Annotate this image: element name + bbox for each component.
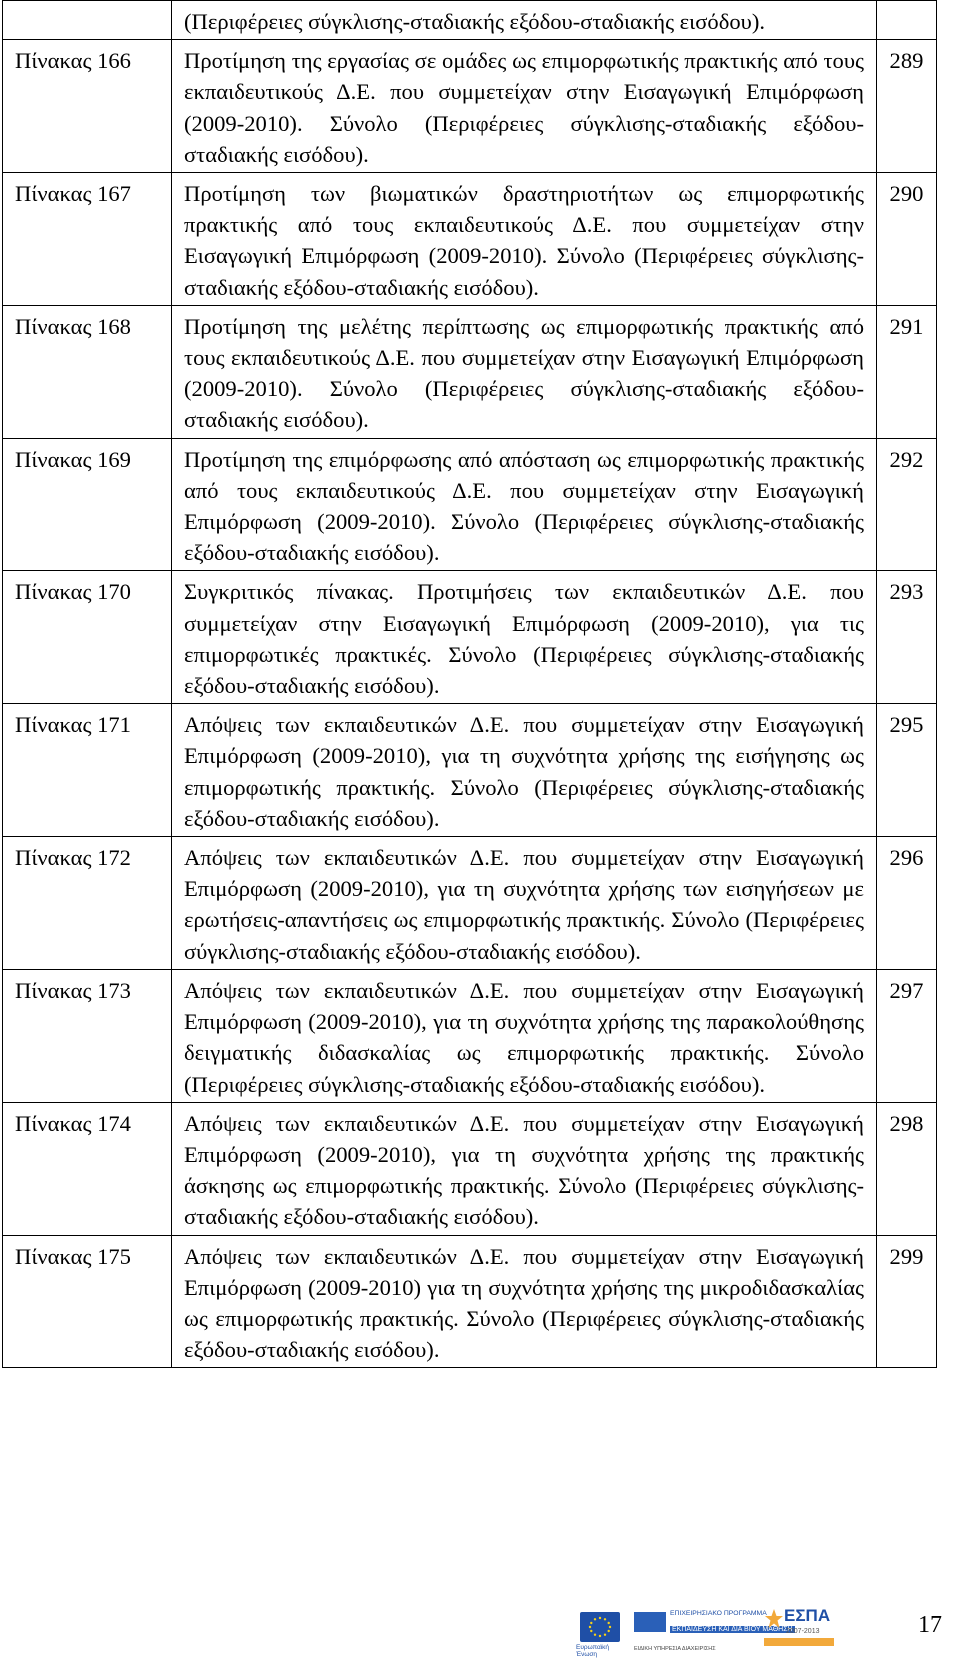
table-description: Προτίμηση των βιωματικών δραστηριοτήτων ως επιμορφωτικής πρακτικής από τους εκπαιδευτικούς Δ.Ε. που συμμετείχαν στην Εισαγωγική Επιμόρφωση (2009-2010). Σύνολο (Περιφέρειες σύγκλισης-σταδιακής εξόδου-σταδιακής εισόδου). [172, 173, 877, 306]
program-title: ΕΠΙΧΕΙΡΗΣΙΑΚΟ ΠΡΟΓΡΑΜΜΑ [670, 1610, 767, 1617]
page-reference: 295 [877, 704, 937, 837]
table-description: Προτίμηση της εργασίας σε ομάδες ως επιμορφωτικής πρακτικής από τους εκπαιδευτικούς Δ.Ε. που συμμετείχαν στην Εισαγωγική Επιμόρφωση (2009-2010). Σύνολο (Περιφέρειες σύγκλισης-σταδιακής εξόδου-σταδιακής εισόδου). [172, 40, 877, 173]
table-description: Απόψεις των εκπαιδευτικών Δ.Ε. που συμμετείχαν στην Εισαγωγική Επιμόρφωση (2009-2010), για τη συχνότητα χρήσης της πρακτικής άσκησης ως επιμορφωτικής πρακτικής. Σύνολο (Περιφέρειες σύγκλισης-σταδιακής εξόδου-σταδιακής εισόδου). [172, 1102, 877, 1235]
table-label: Πίνακας 171 [3, 704, 172, 837]
toc-row [3, 837, 937, 970]
table-label: Πίνακας 166 [3, 40, 172, 173]
page-reference [877, 1, 937, 40]
espa-word: ΕΣΠΑ [784, 1606, 831, 1625]
program-logo [634, 1608, 793, 1652]
toc-body [3, 1, 937, 1368]
table-description: Απόψεις των εκπαιδευτικών Δ.Ε. που συμμετείχαν στην Εισαγωγική Επιμόρφωση (2009-2010), για τη συχνότητα χρήσης της εισήγησης ως επιμορφωτικής πρακτικής. Σύνολο (Περιφέρειες σύγκλισης-σταδιακής εξόδου-σταδιακής εισόδου). [172, 704, 877, 837]
espa-logo [764, 1606, 834, 1650]
toc-row [3, 173, 937, 306]
page-reference: 291 [877, 305, 937, 438]
table-description: Απόψεις των εκπαιδευτικών Δ.Ε. που συμμετείχαν στην Εισαγωγική Επιμόρφωση (2009-2010), για τη συχνότητα χρήσης των εισηγήσεων με ερωτήσεις-απαντήσεις ως επιμορφωτικής πρακτικής. Σύνολο (Περιφέρειες σύγκλισης-σταδιακής εξόδου-σταδιακής εισόδου). [172, 837, 877, 970]
page-reference: 289 [877, 40, 937, 173]
page-reference: 299 [877, 1235, 937, 1368]
program-logo-mark [634, 1612, 666, 1632]
toc-row [3, 305, 937, 438]
page-reference: 297 [877, 969, 937, 1102]
table-label: Πίνακας 169 [3, 438, 172, 571]
page-reference: 292 [877, 438, 937, 571]
table-description: Προτίμηση της επιμόρφωσης από απόσταση ως επιμορφωτικής πρακτικής από τους εκπαιδευτικούς Δ.Ε. που συμμετείχαν στην Εισαγωγική Επιμόρφωση (2009-2010). Σύνολο (Περιφέρειες σύγκλισης-σταδιακής εξόδου-σταδιακής εισόδου). [172, 438, 877, 571]
table-label: Πίνακας 174 [3, 1102, 172, 1235]
table-description: (Περιφέρειες σύγκλισης-σταδιακής εξόδου-σταδιακής εισόδου). [172, 1, 877, 40]
table-label: Πίνακας 172 [3, 837, 172, 970]
table-of-tables [2, 0, 937, 1368]
page-reference: 296 [877, 837, 937, 970]
page-reference: 298 [877, 1102, 937, 1235]
table-description: Προτίμηση της μελέτης περίπτωσης ως επιμορφωτικής πρακτικής από τους εκπαιδευτικούς Δ.Ε. που συμμετείχαν στην Εισαγωγική Επιμόρφωση (2009-2010). Σύνολο (Περιφέρειες σύγκλισης-σταδιακής εξόδου-σταδιακής εισόδου). [172, 305, 877, 438]
eu-caption: Ευρωπαϊκή Ένωση [576, 1644, 610, 1658]
table-label: Πίνακας 175 [3, 1235, 172, 1368]
table-description: Απόψεις των εκπαιδευτικών Δ.Ε. που συμμετείχαν στην Εισαγωγική Επιμόρφωση (2009-2010), για τη συχνότητα χρήσης της παρακολούθησης δειγματικής διδασκαλίας ως επιμορφωτικής πρακτικής. Σύνολο (Περιφέρειες σύγκλισης-σταδιακής εξόδου-σταδιακής εισόδου). [172, 969, 877, 1102]
table-label: Πίνακας 168 [3, 305, 172, 438]
eu-flag-logo [580, 1612, 620, 1642]
page-number: 17 [918, 1612, 942, 1638]
table-label: Πίνακας 173 [3, 969, 172, 1102]
agency-name: ΕΙΔΙΚΗ ΥΠΗΡΕΣΙΑ ΔΙΑΧΕΙΡΙΣΗΣ [634, 1646, 716, 1652]
page-reference: 290 [877, 173, 937, 306]
toc-row [3, 969, 937, 1102]
espa-band [764, 1638, 834, 1646]
toc-row [3, 1, 937, 40]
table-label: Πίνακας 170 [3, 571, 172, 704]
page-footer [0, 1598, 960, 1659]
toc-row [3, 1235, 937, 1368]
table-label [3, 1, 172, 40]
table-description: Συγκριτικός πίνακας. Προτιμήσεις των εκπαιδευτικών Δ.Ε. που συμμετείχαν στην Εισαγωγική Επιμόρφωση (2009-2010), για τις επιμορφωτικές πρακτικές. Σύνολο (Περιφέρειες σύγκλισης-σταδιακής εξόδου-σταδιακής εισόδου). [172, 571, 877, 704]
toc-row [3, 704, 937, 837]
espa-years: 2007-2013 [786, 1628, 820, 1635]
table-description: Απόψεις των εκπαιδευτικών Δ.Ε. που συμμετείχαν στην Εισαγωγική Επιμόρφωση (2009-2010) για τη συχνότητα χρήσης της μικροδιδασκαλίας ως επιμορφωτικής πρακτικής. Σύνολο (Περιφέρειες σύγκλισης-σταδιακής εξόδου-σταδιακής εισόδου). [172, 1235, 877, 1368]
program-name: ΕΚΠΑΙΔΕΥΣΗ ΚΑΙ ΔΙΑ ΒΙΟΥ ΜΑΘΗΣΗ [672, 1626, 793, 1633]
toc-row [3, 571, 937, 704]
table-label: Πίνακας 167 [3, 173, 172, 306]
toc-row [3, 40, 937, 173]
page-reference: 293 [877, 571, 937, 704]
toc-row [3, 438, 937, 571]
toc-row [3, 1102, 937, 1235]
espa-star-icon [764, 1608, 784, 1630]
